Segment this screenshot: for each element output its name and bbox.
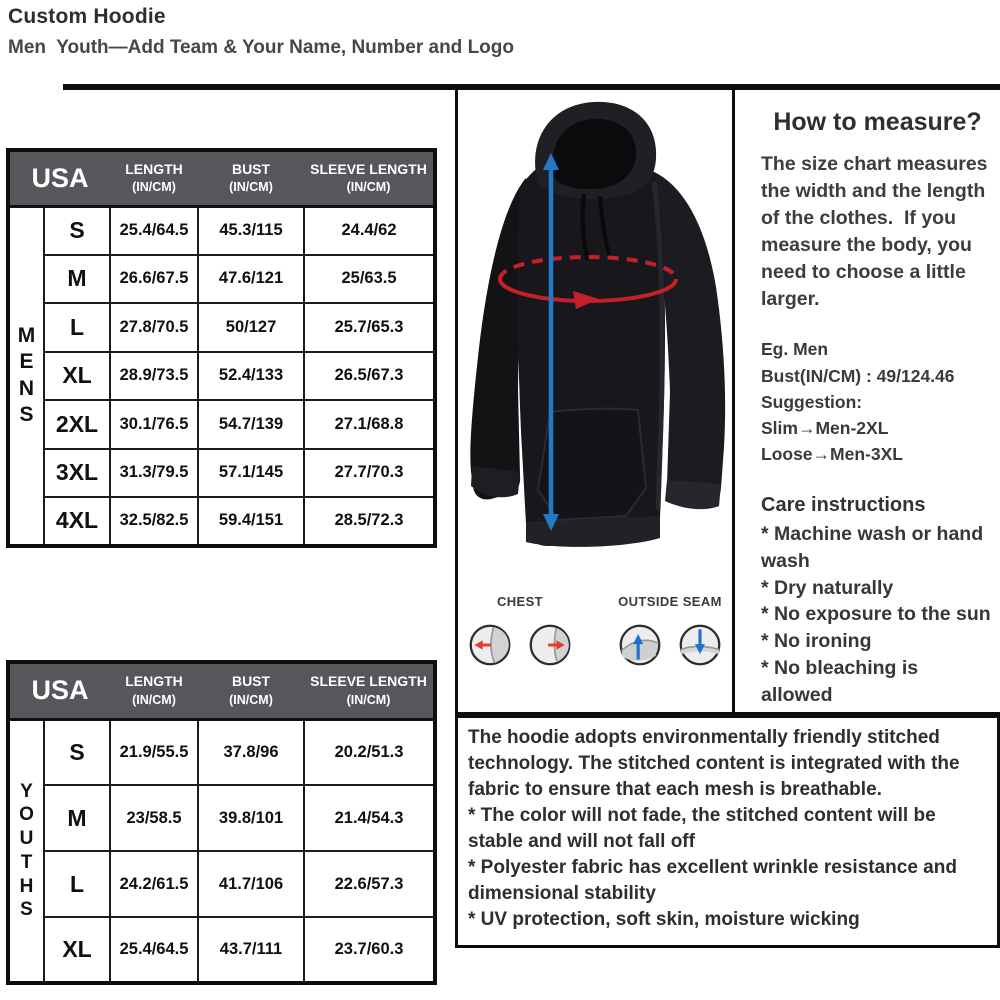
chest-icon-group <box>468 594 572 667</box>
bust-cell: 43.7/111 <box>198 917 304 983</box>
sleeve-cell: 25/63.5 <box>304 255 435 304</box>
sleeve-cell: 21.4/54.3 <box>304 785 435 851</box>
care-item: * Machine wash or hand wash <box>761 522 984 572</box>
care-instructions-heading: Care instructions <box>761 493 926 516</box>
example-line: Bust(IN/CM) : 49/124.46 <box>761 365 955 386</box>
table-row <box>8 785 435 851</box>
note-line: * UV protection, soft skin, moisture wicking <box>468 909 860 931</box>
length-cell: 31.3/79.5 <box>110 449 198 498</box>
how-to-measure-column <box>735 90 1000 712</box>
bust-cell: 39.8/101 <box>198 785 304 851</box>
chest-arrow-left-icon <box>468 623 512 667</box>
bust-cell: 54.7/139 <box>198 400 304 449</box>
header-sleeve: SLEEVE LENGTH (IN/CM) <box>304 150 435 206</box>
seam-arrow-up-icon <box>618 623 662 667</box>
length-cell: 32.5/82.5 <box>110 497 198 546</box>
bust-cell: 50/127 <box>198 303 304 352</box>
how-to-measure-body: The size chart measures the width and the length of the clothes. If you measure the body, you need to choose a little larger. <box>761 153 993 310</box>
youths-size-table <box>6 660 437 985</box>
header-sleeve: SLEEVE LENGTH (IN/CM) <box>304 662 435 719</box>
care-instructions-block <box>761 494 994 709</box>
page-title: Custom Hoodie <box>8 5 166 28</box>
size-cell: XL <box>44 352 110 401</box>
table-row <box>8 303 435 352</box>
measure-icons-row <box>458 594 732 667</box>
size-cell: XL <box>44 917 110 983</box>
chest-label: CHEST <box>496 594 544 609</box>
mens-group-label: M E N S <box>8 206 44 546</box>
bust-cell: 47.6/121 <box>198 255 304 304</box>
table-row <box>8 449 435 498</box>
outside-seam-icon-group <box>618 594 722 667</box>
example-line: Loose→Men-3XL <box>761 444 903 465</box>
length-cell: 25.4/64.5 <box>110 206 198 255</box>
size-cell: 3XL <box>44 449 110 498</box>
table-header-row <box>8 662 435 719</box>
table-header-row <box>8 150 435 206</box>
table-row <box>8 497 435 546</box>
bust-cell: 37.8/96 <box>198 719 304 785</box>
note-line: The hoodie adopts environmentally friendly stitched technology. The stitched content is integrated with the fabric to ensure that each mesh is breathable. <box>468 727 960 801</box>
table-row <box>8 206 435 255</box>
measure-guide-box <box>455 84 1000 715</box>
bust-cell: 57.1/145 <box>198 449 304 498</box>
product-notes-box <box>455 715 1000 948</box>
care-item: * No exposure to the sun <box>761 603 991 626</box>
length-cell: 25.4/64.5 <box>110 917 198 983</box>
sleeve-cell: 20.2/51.3 <box>304 719 435 785</box>
care-item: * No ironing <box>761 630 872 653</box>
bust-cell: 45.3/115 <box>198 206 304 255</box>
hoodie-right-cuff <box>665 480 721 509</box>
bust-cell: 59.4/151 <box>198 497 304 546</box>
title-block <box>8 5 514 59</box>
size-cell: S <box>44 719 110 785</box>
size-cell: M <box>44 785 110 851</box>
size-cell: 4XL <box>44 497 110 546</box>
table-row <box>8 255 435 304</box>
length-cell: 27.8/70.5 <box>110 303 198 352</box>
frame-line <box>63 84 455 90</box>
header-usa: USA <box>8 150 110 206</box>
header-length: LENGTH (IN/CM) <box>110 662 198 719</box>
hoodie-panel <box>458 90 735 712</box>
mens-size-table <box>6 148 437 548</box>
sleeve-cell: 25.7/65.3 <box>304 303 435 352</box>
size-cell: M <box>44 255 110 304</box>
length-cell: 21.9/55.5 <box>110 719 198 785</box>
sizing-example-block <box>761 336 994 467</box>
length-cell: 26.6/67.5 <box>110 255 198 304</box>
page-subtitle: Men Youth—Add Team & Your Name, Number and Logo <box>8 37 514 58</box>
sleeve-cell: 23.7/60.3 <box>304 917 435 983</box>
sleeve-cell: 26.5/67.3 <box>304 352 435 401</box>
length-cell: 30.1/76.5 <box>110 400 198 449</box>
size-cell: S <box>44 206 110 255</box>
header-length: LENGTH (IN/CM) <box>110 150 198 206</box>
table-row <box>8 851 435 917</box>
care-item: * Dry naturally <box>761 576 894 599</box>
hoodie-pocket <box>538 409 646 520</box>
table-row <box>8 917 435 983</box>
size-cell: 2XL <box>44 400 110 449</box>
how-to-measure-heading: How to measure? <box>773 108 982 136</box>
example-line: Slim→Men-2XL <box>761 418 889 439</box>
sleeve-cell: 28.5/72.3 <box>304 497 435 546</box>
example-line: Suggestion: <box>761 391 863 412</box>
length-cell: 28.9/73.5 <box>110 352 198 401</box>
header-bust: BUST (IN/CM) <box>198 150 304 206</box>
note-line: * The color will not fade, the stitched content will be stable and will not fall off <box>468 805 936 853</box>
table-row <box>8 719 435 785</box>
note-line: * Polyester fabric has excellent wrinkle resistance and dimensional stability <box>468 857 957 905</box>
sleeve-cell: 27.7/70.3 <box>304 449 435 498</box>
hoodie-product-image <box>458 92 732 592</box>
outside-seam-label: OUTSIDE SEAM <box>618 594 722 609</box>
example-line: Eg. Men <box>761 339 829 360</box>
size-cell: L <box>44 851 110 917</box>
sleeve-cell: 22.6/57.3 <box>304 851 435 917</box>
table-row <box>8 352 435 401</box>
size-cell: L <box>44 303 110 352</box>
bust-cell: 52.4/133 <box>198 352 304 401</box>
length-cell: 24.2/61.5 <box>110 851 198 917</box>
youths-group-label: Y O U T H S <box>8 719 44 983</box>
length-cell: 23/58.5 <box>110 785 198 851</box>
sleeve-cell: 24.4/62 <box>304 206 435 255</box>
care-item: * No bleaching is allowed <box>761 657 919 707</box>
chest-arrow-right-icon <box>528 623 572 667</box>
bust-cell: 41.7/106 <box>198 851 304 917</box>
header-usa: USA <box>8 662 110 719</box>
header-bust: BUST (IN/CM) <box>198 662 304 719</box>
sleeve-cell: 27.1/68.8 <box>304 400 435 449</box>
seam-arrow-down-icon <box>678 623 722 667</box>
table-row <box>8 400 435 449</box>
